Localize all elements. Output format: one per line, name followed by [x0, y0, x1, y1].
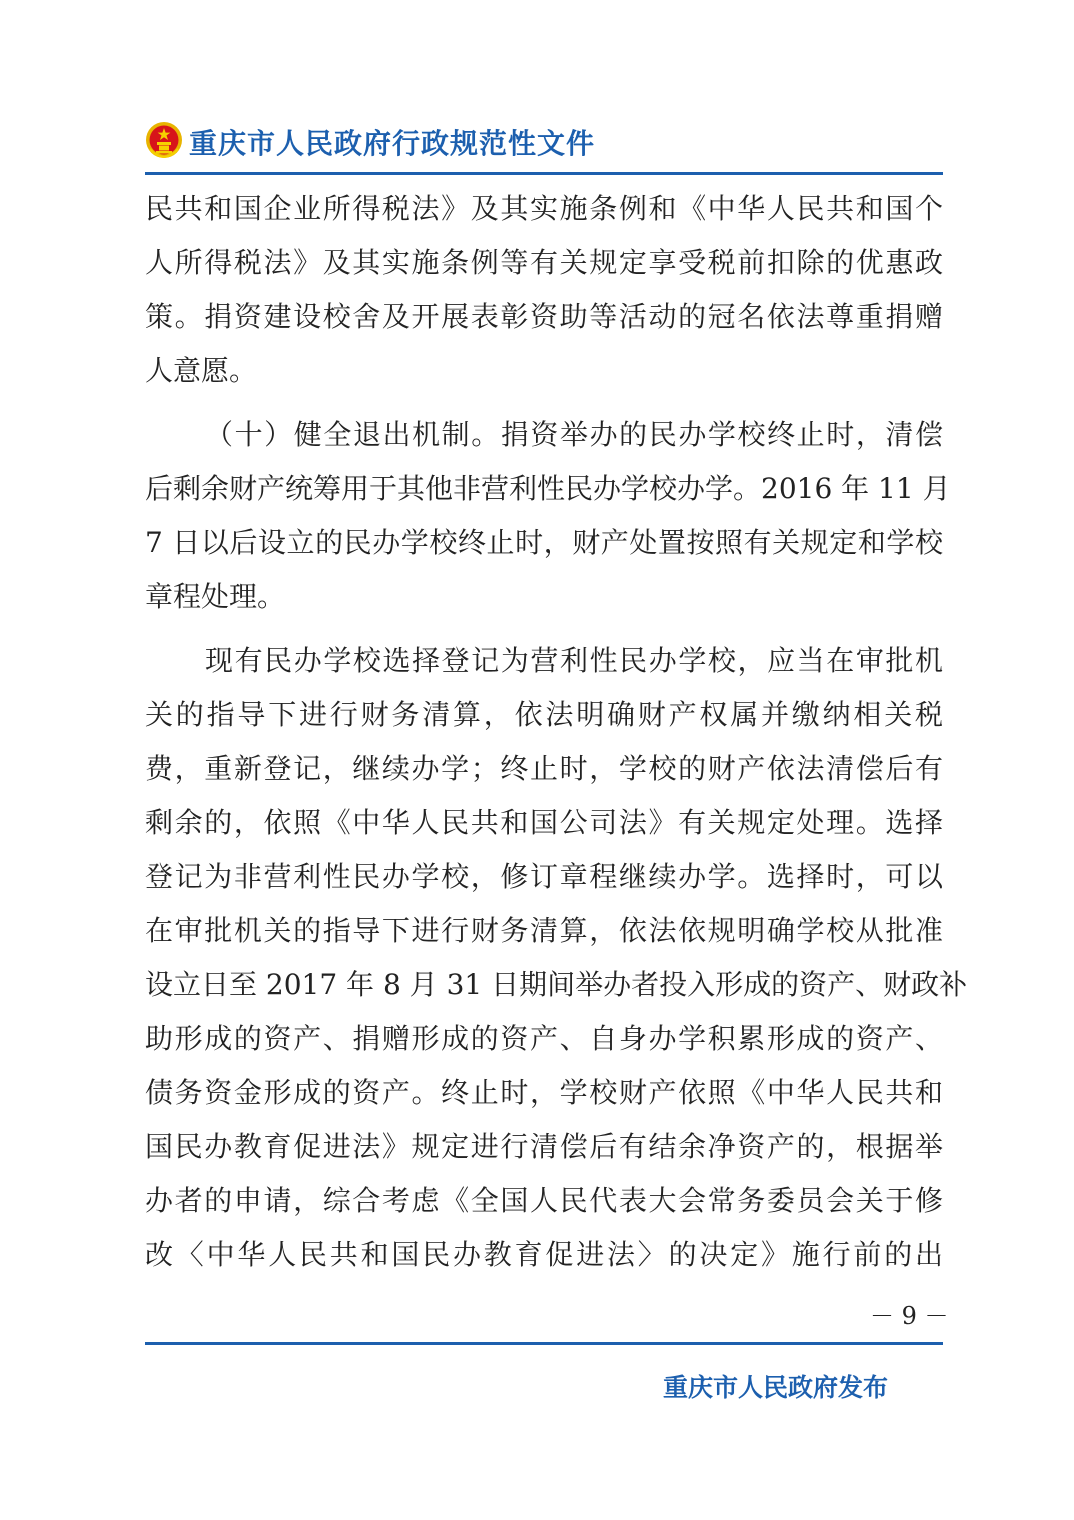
paragraph	[145, 182, 943, 398]
text-line: 在审批机关的指导下进行财务清算，依法依规明确学校从批准	[145, 914, 943, 947]
document-header	[145, 118, 945, 168]
text-line: 国民办教育促进法》规定进行清偿后有结余净资产的，根据举	[145, 1130, 943, 1163]
text-line: 7 日以后设立的民办学校终止时，财产处置按照有关规定和学校	[145, 526, 943, 559]
text-line: 助形成的资产、捐赠形成的资产、自身办学积累形成的资产、	[145, 1022, 943, 1055]
text-line: 人所得税法》及其实施条例等有关规定享受税前扣除的优惠政	[145, 246, 943, 279]
text-line: 关的指导下进行财务清算，依法明确财产权属并缴纳相关税	[145, 698, 943, 731]
page-number: － 9 －	[870, 1302, 949, 1330]
text-line: 现有民办学校选择登记为营利性民办学校，应当在审批机	[205, 644, 943, 677]
text-line: 剩余的，依照《中华人民共和国公司法》有关规定处理。选择	[145, 806, 943, 839]
paragraph	[145, 408, 951, 624]
text-line: 策。捐资建设校舍及开展表彰资助等活动的冠名依法尊重捐赠	[145, 300, 943, 333]
text-line: 办者的申请，综合考虑《全国人民代表大会常务委员会关于修	[145, 1184, 943, 1217]
header-title: 重庆市人民政府行政规范性文件	[189, 127, 596, 160]
text-line: 人意愿。	[145, 354, 258, 387]
text-line: 民共和国企业所得税法》及其实施条例和《中华人民共和国个	[145, 192, 943, 225]
text-line: 章程处理。	[145, 580, 286, 613]
paragraph	[145, 634, 968, 1282]
footer-rule	[145, 1342, 943, 1345]
text-line: 后剩余财产统筹用于其他非营利性民办学校办学。2016 年 11 月	[145, 472, 951, 505]
text-line: 登记为非营利性民办学校，修订章程继续办学。选择时，可以	[145, 860, 943, 893]
text-line: 债务资金形成的资产。终止时，学校财产依照《中华人民共和	[145, 1076, 943, 1109]
document-body	[145, 182, 968, 1282]
text-line: （十）健全退出机制。捐资举办的民办学校终止时，清偿	[205, 418, 943, 451]
text-line: 设立日至 2017 年 8 月 31 日期间举办者投入形成的资产、财政补	[145, 968, 968, 1001]
national-emblem-icon	[145, 121, 183, 159]
text-line: 改〈中华人民共和国民办教育促进法〉的决定》施行前的出	[145, 1238, 943, 1271]
header-rule	[145, 172, 943, 175]
text-line: 费，重新登记，继续办学；终止时，学校的财产依法清偿后有	[145, 752, 943, 785]
footer-publisher: 重庆市人民政府发布	[663, 1373, 889, 1402]
